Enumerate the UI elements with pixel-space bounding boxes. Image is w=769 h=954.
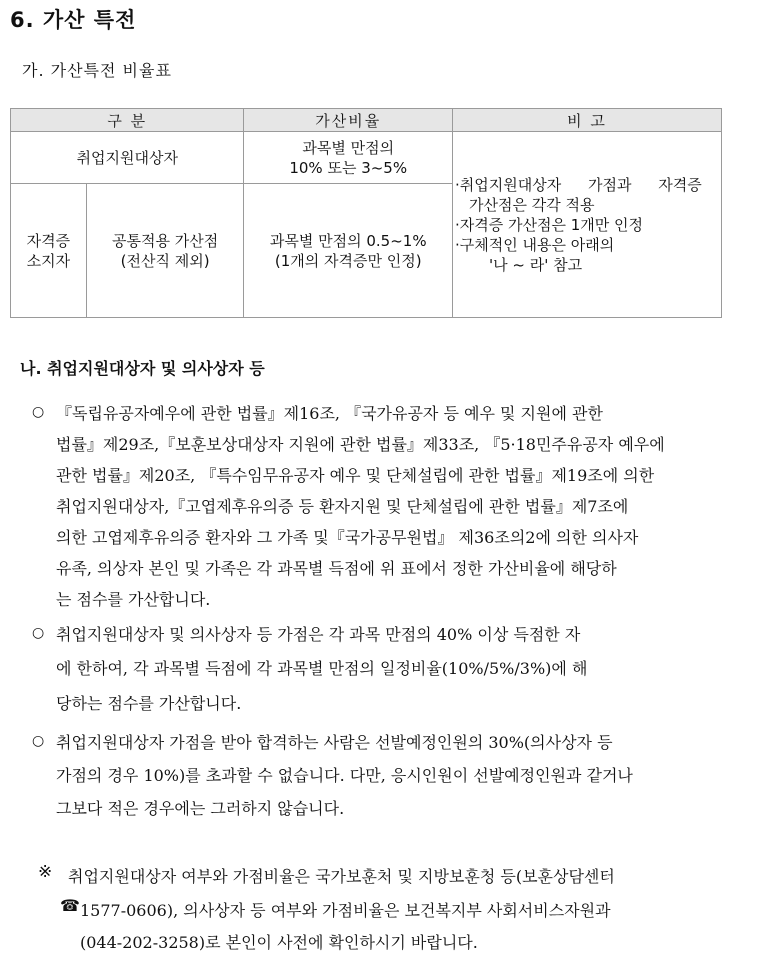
paragraph-line: 의한 고엽제후유의증 환자와 그 가족 및『국가공무원법』 제36조의2에 의한 의사자 [56,528,639,547]
paragraph-line: 에 한하여, 각 과목별 득점에 각 과목별 만점의 일정비율(10%/5%/3%)에 해 [56,659,588,678]
rate-line: 과목별 만점의 0.5~1% [269,231,427,250]
rate-employment-support [244,132,453,184]
type-common-bonus [86,184,244,318]
paragraph-line: 법률』제29조,『보훈보상대상자 지원에 관한 법률』제33조, 『5·18민주유공자 예우에 [56,435,665,454]
bullet-icon: ○ [32,404,45,420]
table-header-row [11,109,722,132]
note-line: ·취업지원대상자 가점과 자격증 [455,175,702,194]
notes-cell [453,132,722,318]
paragraph-line: 취업지원대상자 가점을 받아 합격하는 사람은 선발예정인원의 30%(의사상자 등 [56,733,613,752]
rate-line: (1개의 자격증만 인정) [274,251,422,270]
group-certificate-holder [11,184,87,318]
paragraph-line: 그보다 적은 경우에는 그러하지 않습니다. [56,799,345,818]
rate-table [10,108,722,318]
type-line: 공통적용 가산점 [112,231,219,250]
note-line: ·구체적인 내용은 아래의 [455,235,615,254]
header-notes: 비 고 [453,109,722,132]
subsection-title-employment-support: 나. 취업지원대상자 및 의사상자 등 [20,359,265,378]
subsection-title-rate-table: 가. 가산특전 비율표 [22,61,172,80]
rate-certificate [244,184,453,318]
footnote-line: 취업지원대상자 여부와 가점비율은 국가보훈처 및 지방보훈청 등(보훈상담센터 [68,867,615,886]
bullet-icon: ○ [32,625,45,641]
phone-icon: ☎ [60,896,80,915]
paragraph-line: 관한 법률』제20조, 『특수임무유공자 예우 및 단체설립에 관한 법률』제19조에 의한 [56,466,655,485]
table-row [11,132,722,184]
group-line: 소지자 [26,251,71,270]
note-line: '나 ~ 라' 참고 [489,255,583,274]
paragraph-line: 취업지원대상자 및 의사상자 등 가점은 각 과목 만점의 40% 이상 득점한 자 [56,625,581,644]
category-employment-support: 취업지원대상자 [11,132,244,184]
rate-line: 과목별 만점의 [302,138,395,157]
paragraph-line: 는 점수를 가산합니다. [56,590,211,609]
header-rate: 가산비율 [244,109,453,132]
paragraph-line: 취업지원대상자,『고엽제후유의증 등 환자지원 및 단체설립에 관한 법률』제7조에 [56,497,629,516]
type-line: (전산직 제외) [120,251,210,270]
footnote-line: 1577-0606), 의사상자 등 여부와 가점비율은 보건복지부 사회서비스자원과 [80,901,611,920]
header-category: 구 분 [11,109,244,132]
paragraph-line: 당하는 점수를 가산합니다. [56,694,242,713]
note-line: 가산점은 각각 적용 [469,195,595,214]
paragraph-line: 『독립유공자예우에 관한 법률』제16조, 『국가유공자 등 예우 및 지원에 관한 [56,404,603,423]
footnote-line: (044-202-3258)로 본인이 사전에 확인하시기 바랍니다. [80,933,478,952]
bullet-icon: ○ [32,733,45,749]
paragraph-line: 가점의 경우 10%)를 초과할 수 없습니다. 다만, 응시인원이 선발예정인원과 같거나 [56,766,633,785]
group-line: 자격증 [26,231,71,250]
note-line: ·자격증 가산점은 1개만 인정 [455,215,644,234]
rate-line: 10% 또는 3~5% [289,158,408,177]
section-title: 6. 가산 특전 [10,8,137,32]
reference-mark-icon: ※ [38,862,53,882]
paragraph-line: 유족, 의상자 본인 및 가족은 각 과목별 득점에 위 표에서 정한 가산비율에 해당하 [56,559,617,578]
